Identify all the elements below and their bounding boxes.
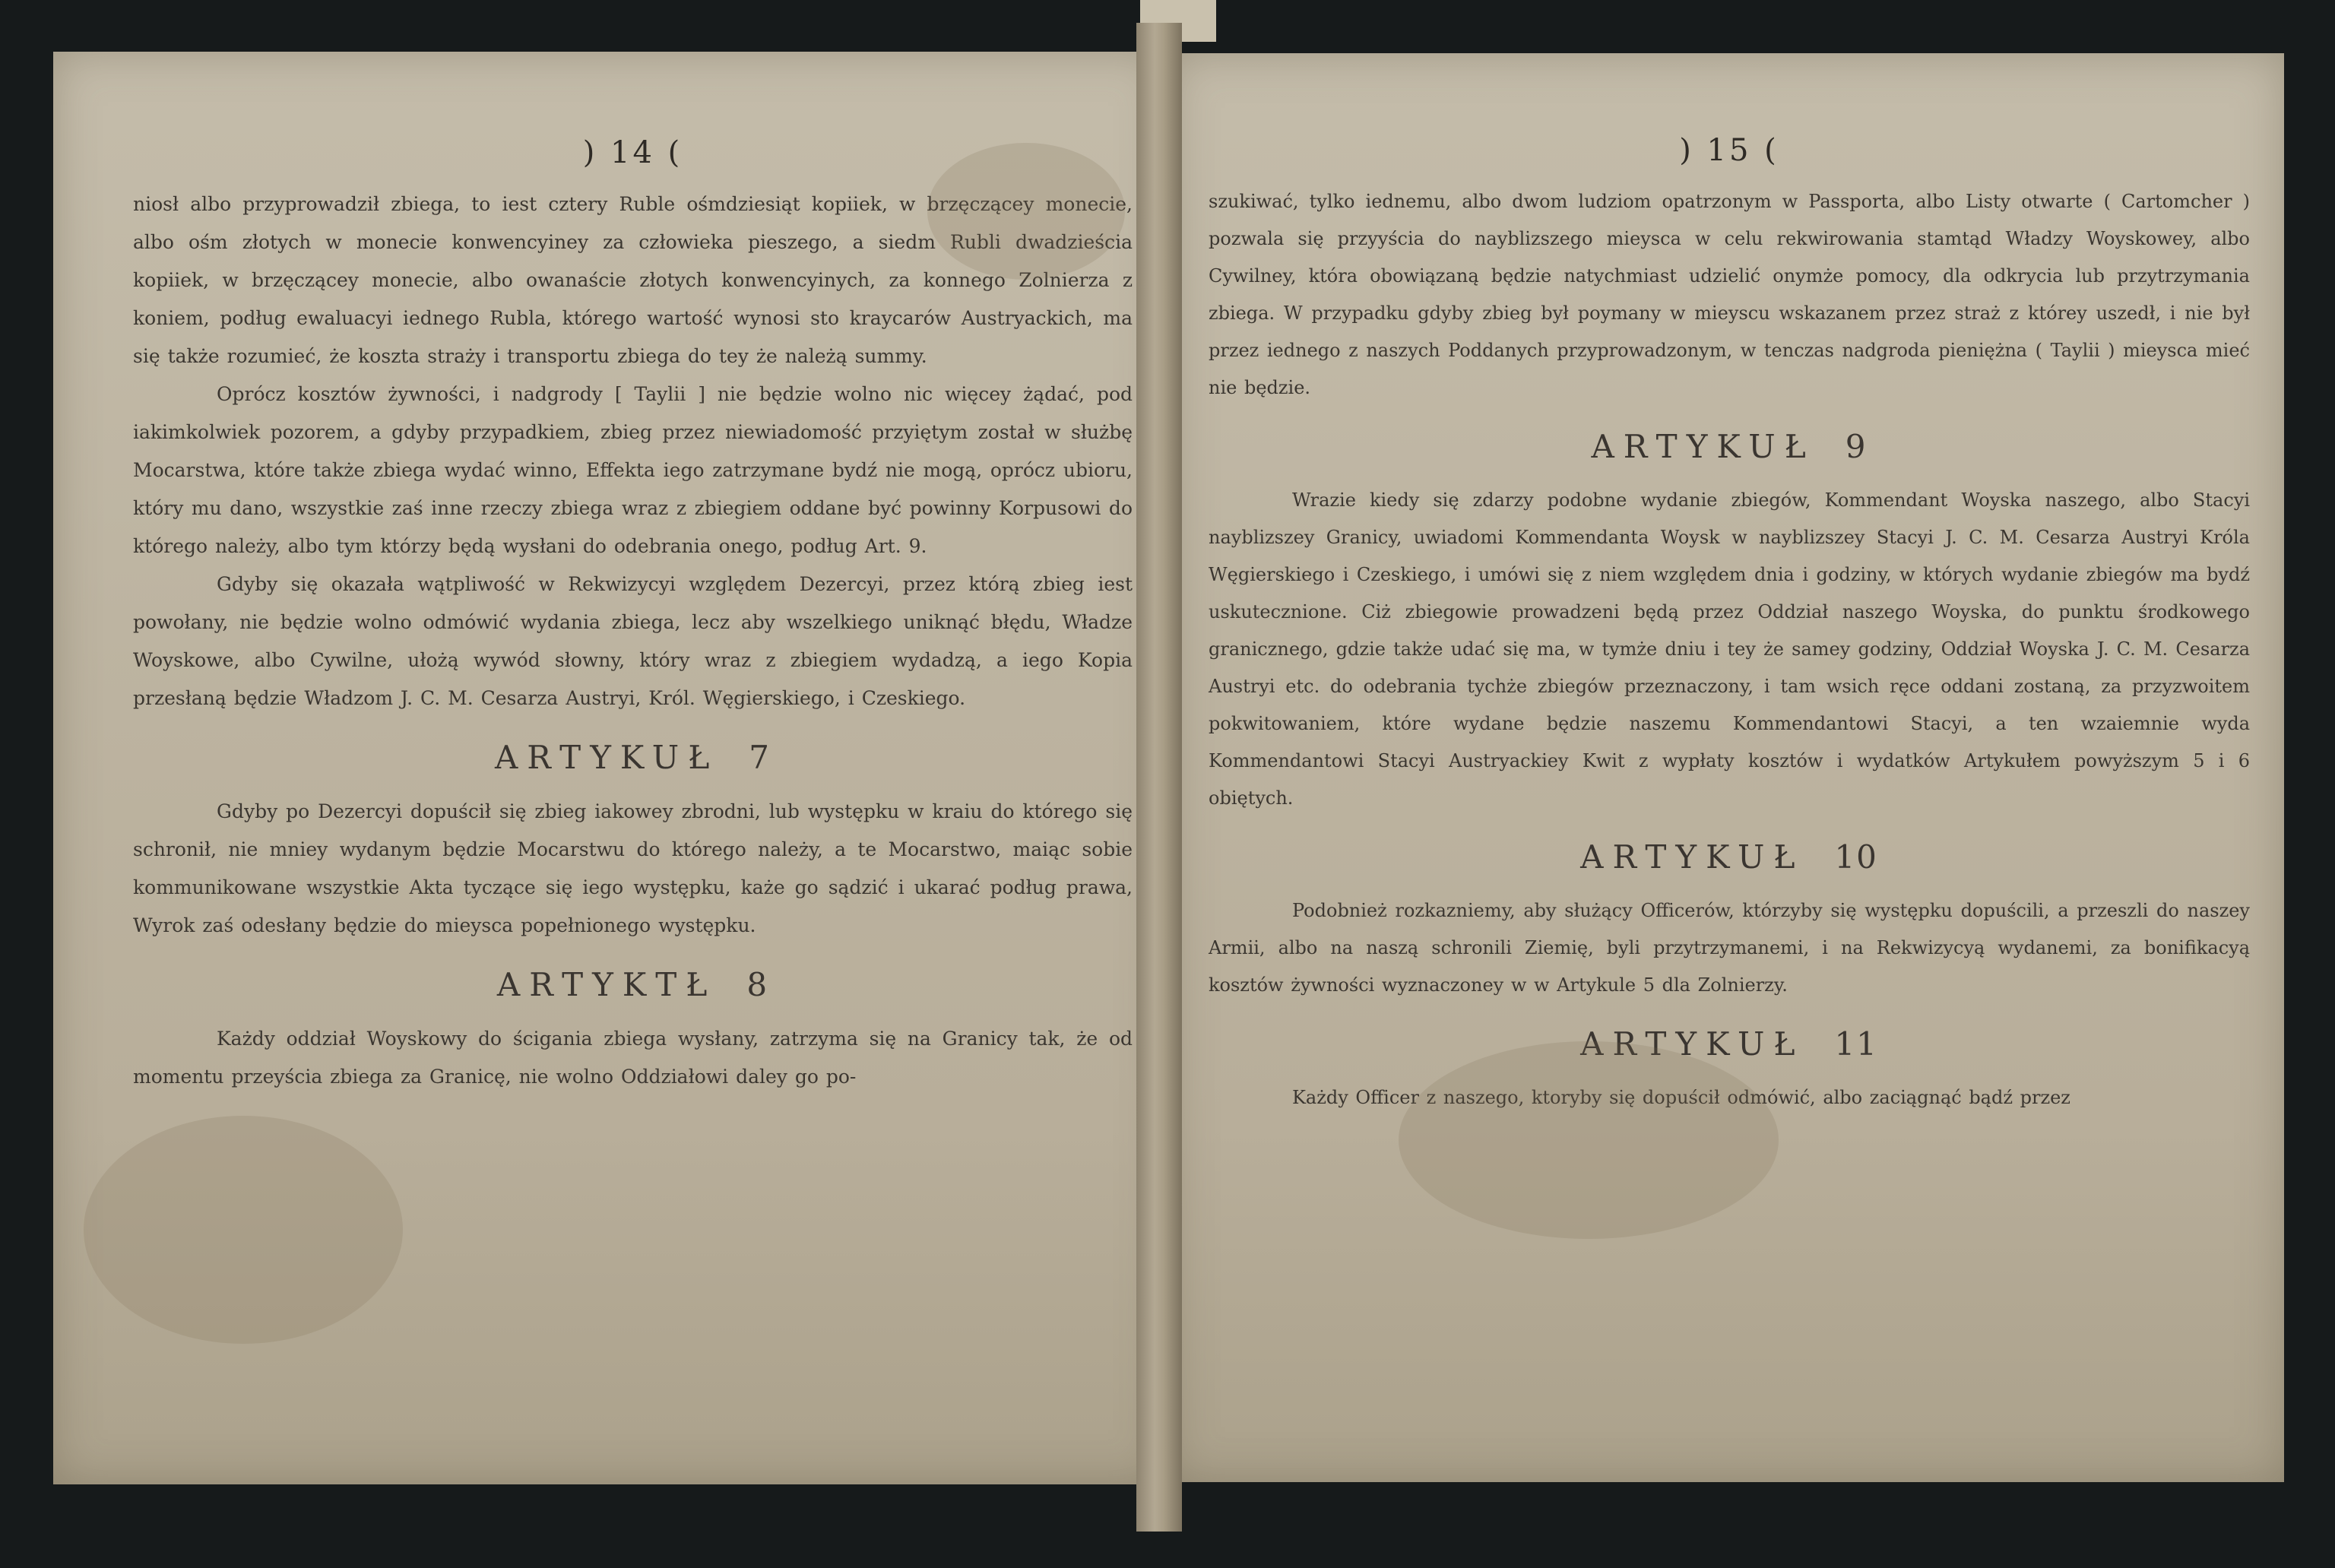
article-number: 7 bbox=[749, 739, 771, 776]
article-heading-10 bbox=[1209, 838, 2250, 876]
article-10-text: Podobnież rozkazniemy, aby służący Officerów, którzyby się występku dopuścili, a przeszli do naszey Armii, albo na naszą schronili Ziemię, byli przytrzymanemi, i na Rekwizycyą wydanemi, za bonifikacyą kosztów żywności wyznaczoney w w Artykule 5 dla Zolnierzy. bbox=[1209, 900, 2250, 996]
paper-stain bbox=[1399, 1041, 1779, 1239]
article-7-text: Gdyby po Dezercyi dopuścił się zbieg iakowey zbrodni, lub występku w kraiu do którego się schronił, nie mniey wydanym będzie Mocarstwu do którego należy, a te Mocarstwo, maiąc sobie kommunikowane wszystkie Akta tyczące się iego występku, każe go sądzić i ukarać podług prawa, Wyrok zaś odesłany będzie do mieysca popełnionego występku. bbox=[133, 800, 1133, 936]
paragraph: szukiwać, tylko iednemu, albo dwom ludziom opatrzonym w Passporta, albo Listy otwarte ( Cartomcher ) pozwala się przyyścia do nayblizszego mieysca w celu rekwirowania stamtąd Władzy Woyskowey, albo Cywilney, która obowiązaną będzie natychmiast udzielić onymże pomocy, dla odkrycia lub przytrzymania zbiega. W przypadku gdyby zbieg był poymany w mieyscu wskazanem przez straż z którey uszedł, i nie był przez iednego z naszych Poddanych przyprowadzonym, w tenczas nadgroda pieniężna ( Taylii ) mieysca mieć nie będzie. bbox=[1209, 191, 2250, 398]
paragraph: niosł albo przyprowadził zbiega, to iest cztery Ruble ośmdziesiąt kopiiek, w brzęczącey monecie, albo ośm złotych w monecie konwencyiney za człowieka pieszego, a siedm Rubli dwadzieścia kopiiek, w brzęczącey monecie, albo owanaście złotych konwencyinych, za konnego Zolnierza z koniem, podług ewaluacyi iednego Rubla, którego wartość wynosi sto kraycarów Austryackich, ma się także rozumieć, że koszta straży i transportu zbiega do tey że należą summy. bbox=[133, 193, 1133, 367]
paper-stain bbox=[84, 1116, 403, 1344]
article-heading-9 bbox=[1209, 428, 2250, 465]
right-page bbox=[1171, 53, 2284, 1482]
article-9-text: Wrazie kiedy się zdarzy podobne wydanie zbiegów, Kommendant Woyska naszego, albo Stacyi nayblizszey Granicy, uwiadomi Kommendanta Woysk w nayblizszey Stacyi J. C. M. Cesarza Austryi Króla Węgierskiego i Czeskiego, i umówi się z niem względem dnia i godziny, w których wydanie zbiegów ma bydź uskutecznione. Ciż zbiegowie prowadzeni będą przez Oddział naszego Woyska, do punktu środkowego granicznego, gdzie także udać się ma, w tymże dniu i tey że samey godziny, Oddział Woyska J. C. M. Cesarza Austryi etc. do odebrania tychże zbiegów przeznaczony, i tam wsich ręce oddani zostaną, za przyzwoitem pokwitowaniem, które wydane będzie naszemu Kommendantowi Stacyi, a ten wzaiemnie wyda Kommendantowi Stacyi Austryackiey Kwit z wypłaty kosztów i wydatków Artykułem powyższym 5 i 6 obiętych. bbox=[1209, 489, 2250, 809]
article-heading-7 bbox=[133, 739, 1133, 776]
article-heading-8 bbox=[133, 966, 1133, 1003]
paragraph: Oprócz kosztów żywności, i nadgrody [ Taylii ] nie będzie wolno nic więcey żądać, pod iakimkolwiek pozorem, a gdyby przypadkiem, zbieg przez niewiadomość przyiętym został w służbę Mocarstwa, które także zbiega wydać winno, Effekta iego zatrzymane bydź nie mogą, oprócz ubioru, który mu dano, wszystkie zaś inne rzeczy zbiega wraz z zbiegiem oddane być powinny Korpusowi do którego należy, albo tym którzy będą wysłani do odebrania onego, podług Art. 9. bbox=[133, 383, 1133, 557]
article-number: 8 bbox=[746, 966, 769, 1003]
paper-stain bbox=[927, 143, 1125, 280]
article-number: 9 bbox=[1845, 428, 1868, 465]
page-number: ) 14 ( bbox=[582, 135, 683, 170]
article-heading-label: ARTYKUŁ bbox=[1580, 838, 1804, 876]
book-gutter bbox=[1136, 23, 1182, 1532]
article-heading-label: ARTYKUŁ bbox=[1580, 1025, 1804, 1063]
article-heading-label: ARTYKUŁ bbox=[1591, 428, 1815, 465]
article-heading-label: ARTYKUŁ bbox=[494, 739, 719, 776]
left-page bbox=[53, 52, 1163, 1484]
article-8-text: Każdy oddział Woyskowy do ścigania zbiega wysłany, zatrzyma się na Granicy tak, że od momentu przeyścia zbiega za Granicę, nie wolno Oddziałowi daley go po- bbox=[133, 1028, 1133, 1088]
article-heading-11 bbox=[1209, 1025, 2250, 1063]
article-11-text: Każdy Officer z naszego, ktoryby się dopuścił odmówić, albo zaciągnąć bądź przez bbox=[1292, 1087, 2070, 1108]
paragraph: Gdyby się okazała wątpliwość w Rekwizycyi względem Dezercyi, przez którą zbieg iest powołany, nie będzie wolno odmówić wydania zbiega, lecz aby wszelkiego uniknąć błędu, Władze Woyskowe, albo Cywilne, ułożą wywód słowny, który wraz z zbiegiem wydadzą, a iego Kopia przesłaną będzie Władzom J. C. M. Cesarza Austryi, Król. Węgierskiego, i Czeskiego. bbox=[133, 573, 1133, 709]
article-number: 10 bbox=[1834, 838, 1878, 876]
article-heading-label: ARTYKTŁ bbox=[496, 966, 717, 1003]
page-number: ) 15 ( bbox=[1679, 133, 1779, 168]
article-number: 11 bbox=[1834, 1025, 1878, 1063]
